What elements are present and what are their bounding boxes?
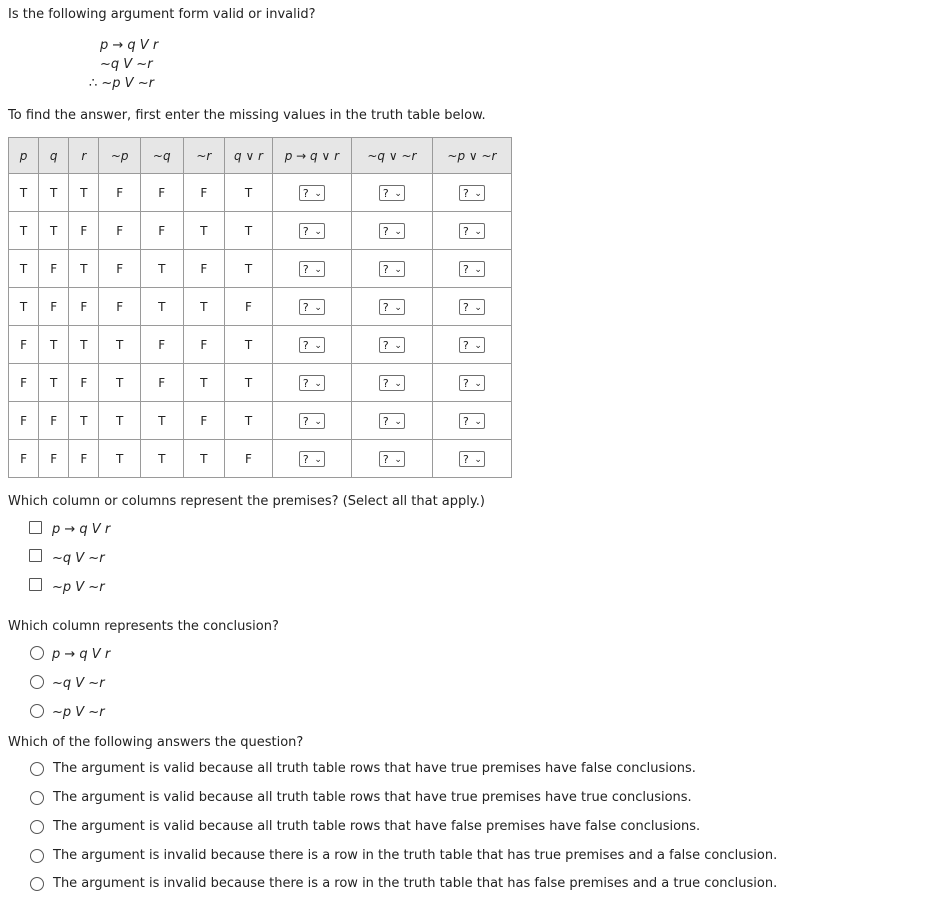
- select-value: ?: [382, 376, 389, 390]
- chevron-down-icon: ⌄: [474, 302, 482, 313]
- table-cell: F: [9, 364, 39, 402]
- table-cell: F: [140, 364, 183, 402]
- table-row: [9, 212, 512, 250]
- truth-value-select[interactable]: [379, 413, 405, 429]
- table-cell-dropdown: [272, 212, 351, 250]
- chevron-down-icon: ⌄: [474, 378, 482, 389]
- table-cell: F: [183, 250, 225, 288]
- select-value: ?: [302, 338, 309, 352]
- truth-value-select[interactable]: [459, 451, 485, 467]
- table-row: [9, 440, 512, 478]
- table-cell: F: [69, 212, 99, 250]
- chevron-down-icon: ⌄: [394, 416, 402, 427]
- table-cell: F: [183, 402, 225, 440]
- truth-table: [8, 137, 512, 478]
- table-row: [9, 288, 512, 326]
- truth-value-select[interactable]: [379, 261, 405, 277]
- truth-value-select[interactable]: [379, 337, 405, 353]
- answer-option-label: The argument is invalid because there is a row in the truth table that has false premises and a true conclusion.: [53, 876, 778, 891]
- chevron-down-icon: ⌄: [474, 454, 482, 465]
- table-cell: F: [69, 364, 99, 402]
- chevron-down-icon: ⌄: [394, 264, 402, 275]
- select-value: ?: [462, 452, 469, 466]
- table-cell: T: [99, 440, 141, 478]
- table-cell: T: [39, 212, 69, 250]
- table-cell-dropdown: [432, 402, 511, 440]
- header-not-r: ~r: [183, 138, 225, 174]
- truth-value-select[interactable]: [379, 375, 405, 391]
- answer-option-label: The argument is valid because all truth table rows that have true premises have false conclusions.: [53, 761, 696, 776]
- table-cell-dropdown: [351, 212, 432, 250]
- truth-value-select[interactable]: [459, 261, 485, 277]
- table-cell: F: [69, 440, 99, 478]
- table-cell: F: [99, 174, 141, 212]
- table-cell: T: [69, 174, 99, 212]
- table-cell-dropdown: [351, 402, 432, 440]
- table-cell-dropdown: [351, 250, 432, 288]
- truth-value-select[interactable]: [459, 223, 485, 239]
- truth-value-select[interactable]: [299, 185, 325, 201]
- answer-radio-1[interactable]: [30, 762, 44, 776]
- chevron-down-icon: ⌄: [314, 188, 322, 199]
- table-cell: F: [140, 326, 183, 364]
- table-cell-dropdown: [432, 174, 511, 212]
- truth-value-select[interactable]: [299, 261, 325, 277]
- answer-question: Which of the following answers the question?: [8, 735, 304, 750]
- table-cell: T: [225, 212, 273, 250]
- table-cell: T: [225, 174, 273, 212]
- answer-option-label: The argument is valid because all truth table rows that have true premises have true conclusions.: [53, 790, 692, 805]
- table-cell: T: [140, 402, 183, 440]
- table-cell: F: [140, 212, 183, 250]
- chevron-down-icon: ⌄: [314, 264, 322, 275]
- table-cell-dropdown: [351, 288, 432, 326]
- select-value: ?: [302, 376, 309, 390]
- chevron-down-icon: ⌄: [474, 416, 482, 427]
- table-cell: F: [99, 250, 141, 288]
- table-cell-dropdown: [272, 250, 351, 288]
- table-cell-dropdown: [272, 174, 351, 212]
- premises-checkbox-1[interactable]: [29, 521, 42, 534]
- premises-option-label: ~q V ~r: [52, 551, 105, 566]
- table-cell-dropdown: [432, 212, 511, 250]
- table-cell: T: [39, 364, 69, 402]
- table-cell: F: [183, 174, 225, 212]
- truth-value-select[interactable]: [299, 299, 325, 315]
- answer-option-label: The argument is valid because all truth table rows that have false premises have false conclusions.: [53, 819, 701, 834]
- select-value: ?: [462, 376, 469, 390]
- conclusion-radio-3[interactable]: [30, 704, 44, 718]
- premises-checkbox-2[interactable]: [29, 549, 42, 562]
- table-cell-dropdown: [432, 288, 511, 326]
- truth-value-select[interactable]: [459, 185, 485, 201]
- table-cell-dropdown: [272, 402, 351, 440]
- header-q: q: [39, 138, 69, 174]
- table-cell: F: [69, 288, 99, 326]
- table-cell: T: [69, 326, 99, 364]
- table-cell: F: [9, 326, 39, 364]
- conclusion-radio-2[interactable]: [30, 675, 44, 689]
- table-row: [9, 250, 512, 288]
- answer-radio-2[interactable]: [30, 791, 44, 805]
- header-not-p-or-not-r: ~p ∨ ~r: [432, 138, 511, 174]
- select-value: ?: [302, 186, 309, 200]
- table-cell: T: [69, 402, 99, 440]
- question-text: Is the following argument form valid or invalid?: [8, 7, 316, 22]
- answer-option-label: The argument is invalid because there is a row in the truth table that has true premises and a false conclusion.: [53, 848, 778, 863]
- header-p-implies-q-or-r: p → q ∨ r: [272, 138, 351, 174]
- select-value: ?: [462, 300, 469, 314]
- table-cell-dropdown: [272, 288, 351, 326]
- truth-value-select[interactable]: [459, 413, 485, 429]
- table-cell-dropdown: [351, 364, 432, 402]
- table-cell-dropdown: [432, 326, 511, 364]
- table-cell: F: [9, 402, 39, 440]
- conclusion-question: Which column represents the conclusion?: [8, 619, 279, 634]
- truth-value-select[interactable]: [379, 223, 405, 239]
- chevron-down-icon: ⌄: [474, 188, 482, 199]
- chevron-down-icon: ⌄: [314, 340, 322, 351]
- chevron-down-icon: ⌄: [394, 188, 402, 199]
- table-cell: T: [140, 288, 183, 326]
- premises-question: Which column or columns represent the premises? (Select all that apply.): [8, 494, 485, 509]
- table-cell: T: [99, 326, 141, 364]
- table-cell: F: [99, 212, 141, 250]
- table-cell: T: [39, 174, 69, 212]
- truth-value-select[interactable]: [379, 185, 405, 201]
- select-value: ?: [302, 300, 309, 314]
- premises-option-label: p → q V r: [52, 522, 111, 537]
- truth-value-select[interactable]: [299, 375, 325, 391]
- argument-premise-2: ~q V ~r: [100, 57, 153, 72]
- table-cell: T: [69, 250, 99, 288]
- select-value: ?: [302, 262, 309, 276]
- conclusion-radio-1[interactable]: [30, 646, 44, 660]
- chevron-down-icon: ⌄: [394, 340, 402, 351]
- select-value: ?: [382, 224, 389, 238]
- header-not-p: ~p: [99, 138, 141, 174]
- table-cell: T: [9, 212, 39, 250]
- select-value: ?: [382, 452, 389, 466]
- header-not-q: ~q: [140, 138, 183, 174]
- truth-value-select[interactable]: [459, 299, 485, 315]
- chevron-down-icon: ⌄: [314, 378, 322, 389]
- table-cell-dropdown: [351, 440, 432, 478]
- table-cell: F: [99, 288, 141, 326]
- table-cell: T: [140, 250, 183, 288]
- table-cell: T: [183, 212, 225, 250]
- chevron-down-icon: ⌄: [314, 454, 322, 465]
- chevron-down-icon: ⌄: [394, 226, 402, 237]
- table-cell: F: [39, 402, 69, 440]
- table-cell: T: [225, 364, 273, 402]
- header-not-q-or-not-r: ~q ∨ ~r: [351, 138, 432, 174]
- truth-value-select[interactable]: [299, 223, 325, 239]
- chevron-down-icon: ⌄: [394, 302, 402, 313]
- select-value: ?: [382, 414, 389, 428]
- select-value: ?: [462, 224, 469, 238]
- truth-value-select[interactable]: [459, 375, 485, 391]
- table-cell: T: [140, 440, 183, 478]
- select-value: ?: [462, 414, 469, 428]
- chevron-down-icon: ⌄: [314, 416, 322, 427]
- table-cell: T: [225, 326, 273, 364]
- chevron-down-icon: ⌄: [314, 302, 322, 313]
- table-cell-dropdown: [272, 440, 351, 478]
- select-value: ?: [302, 452, 309, 466]
- truth-value-select[interactable]: [299, 413, 325, 429]
- table-cell-dropdown: [432, 440, 511, 478]
- truth-value-select[interactable]: [459, 337, 485, 353]
- select-value: ?: [462, 186, 469, 200]
- select-value: ?: [302, 414, 309, 428]
- truth-value-select[interactable]: [379, 451, 405, 467]
- chevron-down-icon: ⌄: [314, 226, 322, 237]
- table-cell-dropdown: [432, 364, 511, 402]
- premises-checkbox-3[interactable]: [29, 578, 42, 591]
- table-cell: F: [140, 174, 183, 212]
- table-cell-dropdown: [272, 326, 351, 364]
- truth-table-header-row: [9, 138, 512, 174]
- table-cell: T: [183, 440, 225, 478]
- select-value: ?: [382, 338, 389, 352]
- table-cell: T: [99, 402, 141, 440]
- table-cell-dropdown: [351, 326, 432, 364]
- truth-value-select[interactable]: [299, 337, 325, 353]
- conclusion-option-label: ~q V ~r: [52, 676, 105, 691]
- select-value: ?: [382, 186, 389, 200]
- table-cell: T: [9, 250, 39, 288]
- table-cell: T: [9, 288, 39, 326]
- table-cell-dropdown: [272, 364, 351, 402]
- table-cell: T: [99, 364, 141, 402]
- select-value: ?: [382, 262, 389, 276]
- chevron-down-icon: ⌄: [474, 340, 482, 351]
- table-row: [9, 174, 512, 212]
- table-cell: T: [225, 402, 273, 440]
- table-row: [9, 326, 512, 364]
- header-p: p: [9, 138, 39, 174]
- table-cell: F: [39, 440, 69, 478]
- chevron-down-icon: ⌄: [394, 378, 402, 389]
- instruction-text: To find the answer, first enter the missing values in the truth table below.: [8, 108, 486, 123]
- select-value: ?: [302, 224, 309, 238]
- chevron-down-icon: ⌄: [474, 226, 482, 237]
- table-cell: F: [225, 440, 273, 478]
- answer-radio-3[interactable]: [30, 820, 44, 834]
- chevron-down-icon: ⌄: [394, 454, 402, 465]
- table-cell-dropdown: [351, 174, 432, 212]
- truth-value-select[interactable]: [299, 451, 325, 467]
- answer-radio-5[interactable]: [30, 877, 44, 891]
- chevron-down-icon: ⌄: [474, 264, 482, 275]
- select-value: ?: [462, 262, 469, 276]
- header-q-or-r: q ∨ r: [225, 138, 273, 174]
- table-cell-dropdown: [432, 250, 511, 288]
- conclusion-option-label: ~p V ~r: [52, 705, 105, 720]
- table-cell: F: [183, 326, 225, 364]
- table-cell: T: [183, 364, 225, 402]
- select-value: ?: [462, 338, 469, 352]
- argument-conclusion: ∴ ~p V ~r: [89, 76, 154, 91]
- select-value: ?: [382, 300, 389, 314]
- argument-premise-1: p → q V r: [100, 38, 159, 53]
- table-cell: F: [225, 288, 273, 326]
- table-cell: F: [9, 440, 39, 478]
- truth-value-select[interactable]: [379, 299, 405, 315]
- table-cell: T: [9, 174, 39, 212]
- table-cell: T: [183, 288, 225, 326]
- table-cell: T: [39, 326, 69, 364]
- answer-radio-4[interactable]: [30, 849, 44, 863]
- table-cell: F: [39, 250, 69, 288]
- premises-option-label: ~p V ~r: [52, 580, 105, 595]
- table-row: [9, 402, 512, 440]
- header-r: r: [69, 138, 99, 174]
- conclusion-option-label: p → q V r: [52, 647, 111, 662]
- table-cell: F: [39, 288, 69, 326]
- table-row: [9, 364, 512, 402]
- table-cell: T: [225, 250, 273, 288]
